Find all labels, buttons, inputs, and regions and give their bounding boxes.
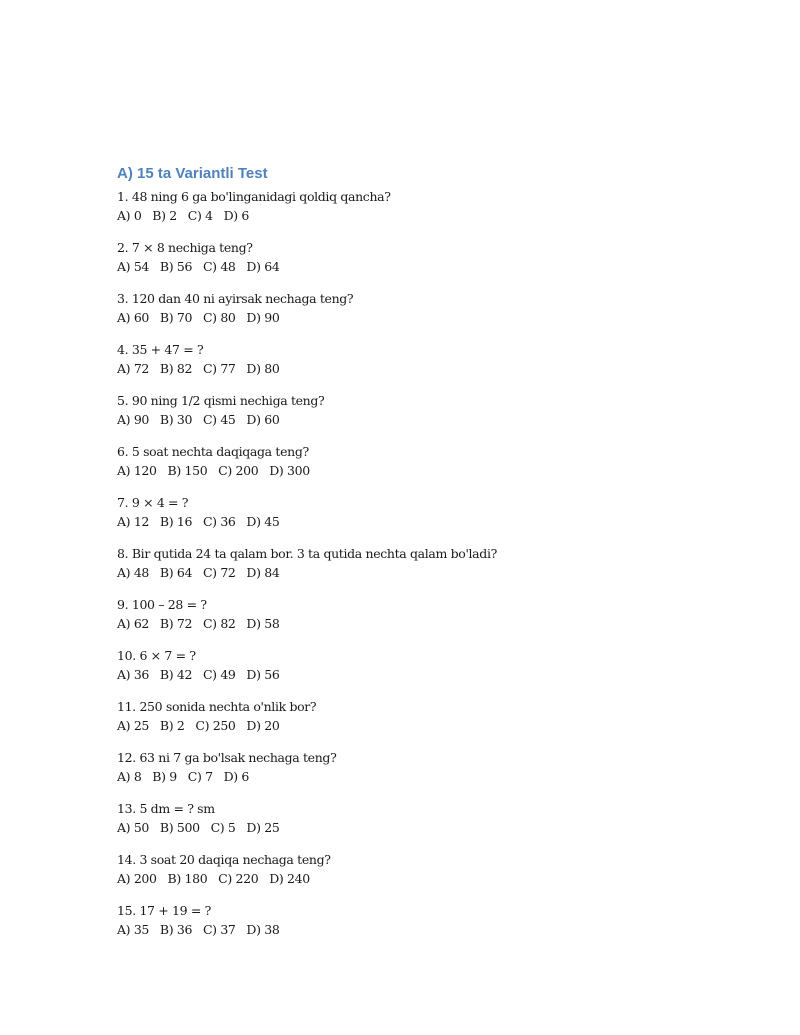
question-text: 14. 3 soat 20 daqiqa nechaga teng? [117,852,331,867]
question-item [117,748,757,799]
question-item [117,238,757,289]
question-item [117,697,757,748]
question-text: 5. 90 ning 1/2 qismi nechiga teng? [117,393,325,408]
question-text: 13. 5 dm = ? sm [117,801,215,816]
question-text: 7. 9 × 4 = ? [117,495,189,510]
question-item [117,850,757,901]
question-text: 6. 5 soat nechta daqiqaga teng? [117,444,309,459]
answer-options: A) 48 B) 64 C) 72 D) 84 [117,565,280,580]
question-text: 15. 17 + 19 = ? [117,903,211,918]
question-item [117,187,757,238]
question-item [117,289,757,340]
answer-options: A) 25 B) 2 C) 250 D) 20 [117,718,280,733]
answer-options: A) 50 B) 500 C) 5 D) 25 [117,820,280,835]
question-list [117,187,757,952]
question-item [117,646,757,697]
question-text: 4. 35 + 47 = ? [117,342,204,357]
question-item [117,544,757,595]
question-item [117,391,757,442]
question-item [117,595,757,646]
answer-options: A) 120 B) 150 C) 200 D) 300 [117,463,310,478]
answer-options: A) 200 B) 180 C) 220 D) 240 [117,871,310,886]
answer-options: A) 0 B) 2 C) 4 D) 6 [117,208,250,223]
question-text: 10. 6 × 7 = ? [117,648,196,663]
question-text: 11. 250 sonida nechta o'nlik bor? [117,699,317,714]
test-heading: A) 15 ta Variantli Test [117,165,268,182]
answer-options: A) 60 B) 70 C) 80 D) 90 [117,310,280,325]
answer-options: A) 36 B) 42 C) 49 D) 56 [117,667,280,682]
answer-options: A) 12 B) 16 C) 36 D) 45 [117,514,280,529]
answer-options: A) 72 B) 82 C) 77 D) 80 [117,361,280,376]
question-item [117,442,757,493]
answer-options: A) 54 B) 56 C) 48 D) 64 [117,259,280,274]
question-text: 12. 63 ni 7 ga bo'lsak nechaga teng? [117,750,337,765]
answer-options: A) 35 B) 36 C) 37 D) 38 [117,922,280,937]
question-item [117,799,757,850]
question-item [117,340,757,391]
question-item [117,901,757,952]
question-text: 9. 100 – 28 = ? [117,597,207,612]
answer-options: A) 62 B) 72 C) 82 D) 58 [117,616,280,631]
question-text: 3. 120 dan 40 ni ayirsak nechaga teng? [117,291,354,306]
question-text: 8. Bir qutida 24 ta qalam bor. 3 ta qutida nechta qalam bo'ladi? [117,546,497,561]
answer-options: A) 8 B) 9 C) 7 D) 6 [117,769,250,784]
question-item [117,493,757,544]
question-text: 1. 48 ning 6 ga bo'linganidagi qoldiq qancha? [117,189,391,204]
question-text: 2. 7 × 8 nechiga teng? [117,240,253,255]
answer-options: A) 90 B) 30 C) 45 D) 60 [117,412,280,427]
